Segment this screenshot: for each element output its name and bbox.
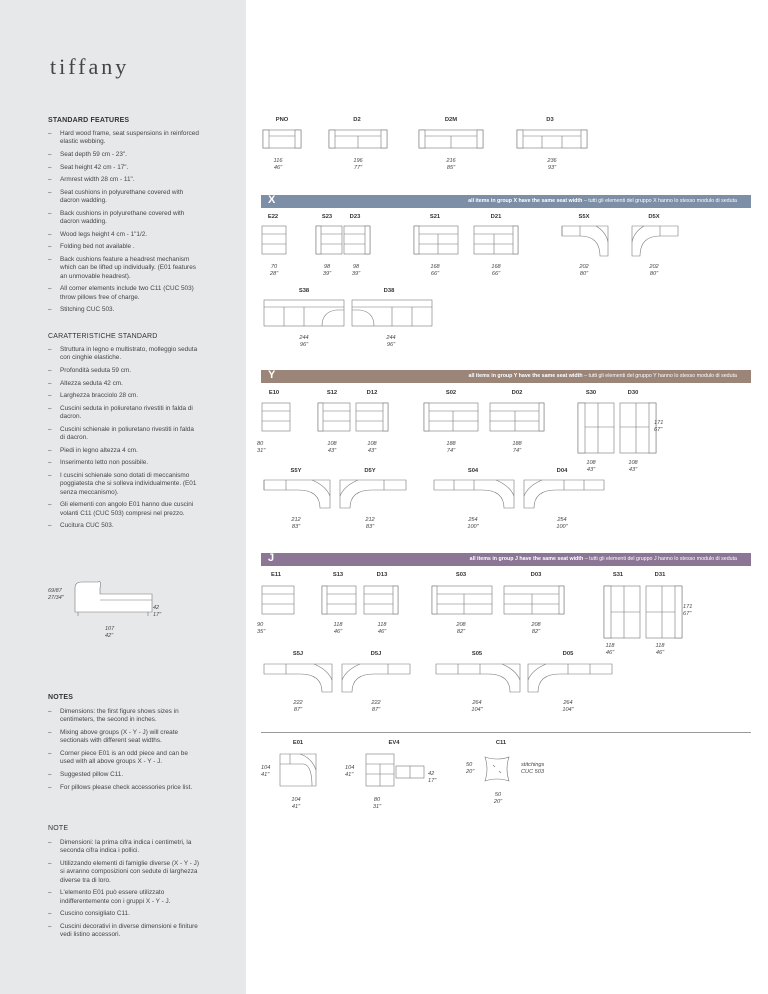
list-item: – Seat cushions in polyurethane covered with dacron wadding. [48,189,200,206]
dim-s03: 208 82" [456,622,466,635]
list-item: – Seat height 42 cm - 17". [48,164,200,172]
dim-s02: 188 74" [446,441,456,454]
standard-features-list [48,130,200,319]
module-s5j [262,662,334,694]
module-ev4-ottoman [394,764,426,782]
code-s5y: S5Y [290,468,302,474]
module-d04 [522,478,606,510]
group-y-bar [261,370,751,383]
list-item: – For pillows please check accessories price list. [48,784,200,792]
brand-logo: tiffany [50,54,130,79]
dim-d12: 108 43" [367,441,377,454]
dim-e01-d: 104 41" [291,797,301,810]
dim-s38: 244 96" [299,335,309,348]
caratteristiche-list [48,346,200,535]
dim-j-depth: 171 67" [683,604,693,617]
list-item: – Mixing above groups (X - Y - J) will create sectionals with different seat widths. [48,729,200,746]
dim-d5y: 212 83" [365,517,375,530]
module-d05 [526,662,614,694]
notes-list [48,708,200,796]
dim-d2m: 216 85" [446,158,456,171]
dim-s05: 264 104" [471,700,483,713]
code-e22: E22 [267,214,279,220]
module-d5j [340,662,412,694]
group-j-letter: J [268,552,275,564]
code-s03: S03 [455,572,467,578]
list-item: – Gli elementi con angolo E01 hanno due cuscini volanti C11 (CUC 503) compresi nel prezzo. [48,501,200,518]
list-item: – Hard wood frame, seat suspensions in reinforced elastic webbing. [48,130,200,147]
module-s03 [430,584,494,616]
dim-d21: 168 66" [491,264,501,277]
dim-d03: 208 82" [531,622,541,635]
sofa-d2 [328,128,388,150]
module-d02 [488,401,546,433]
dim-c11-w: 50 20" [466,762,475,775]
dim-c11-h: 50 20" [493,792,503,805]
module-d5x [630,224,680,258]
dim-e22: 70 28" [269,264,279,277]
list-item: – Back cushions in polyurethane covered with dacron wadding. [48,210,200,227]
list-item: – Piedi in legno altezza 4 cm. [48,447,200,455]
code-d12: D12 [366,390,378,396]
list-item: – Inserimento letto non possibile. [48,459,200,467]
code-s21: S21 [429,214,441,220]
dim-d02: 188 74" [512,441,522,454]
code-d04: D04 [556,468,568,474]
code-s5x: S5X [578,214,590,220]
dim-s5x: 202 80" [579,264,589,277]
list-item: – Back cushions feature a headrest mechanism which can be lifted up individually. (E01 features an unmovable headrest). [48,256,200,281]
module-s38 [262,298,346,328]
standard-features-title: STANDARD FEATURES [48,117,130,124]
code-d5j: D5J [370,651,382,657]
pillow-c11 [482,754,512,784]
module-s31 [602,584,642,640]
side-height-dim: 69/87 27/34" [48,588,64,601]
code-d2: D2 [353,117,361,123]
code-d31: D31 [654,572,666,578]
module-d03 [502,584,566,616]
dim-s04: 254 100" [467,517,479,530]
module-s5x [560,224,610,258]
list-item: – Larghezza bracciolo 28 cm. [48,392,200,400]
list-item: – Stitching CUC 503. [48,306,200,314]
module-d21 [472,224,520,256]
dim-s13: 118 46" [333,622,343,635]
side-profile-drawing [70,578,160,628]
group-j-text-en: all items in group J have the same seat width [469,556,584,562]
group-y-text-it: – tutti gli elementi del gruppo Y hanno lo stesso modulo di seduta [584,373,737,379]
extras-divider [261,732,751,733]
module-e11 [260,584,296,616]
code-d30: D30 [627,390,639,396]
code-d3: D3 [546,117,554,123]
dim-ev4-h: 42 17" [428,771,437,784]
module-s02 [422,401,480,433]
code-e10: E10 [268,390,280,396]
module-d13 [362,584,400,616]
list-item: – Altezza seduta 42 cm. [48,380,200,388]
dim-d5j: 222 87" [371,700,381,713]
module-e01 [278,752,318,788]
module-s23 [314,224,344,256]
dim-d30: 108 43" [628,460,638,473]
list-item: – I cuscini schienale sono dotati di meccanismo poggiatesta che si solleva individualmente. (E01 senza meccanismo). [48,472,200,497]
code-d38: D38 [383,288,395,294]
module-s13 [320,584,358,616]
code-d23: D23 [349,214,361,220]
main-area [246,0,768,994]
dim-s12: 108 43" [327,441,337,454]
group-x-letter: X [268,194,276,206]
note-it-list [48,839,200,944]
dim-ev4-w: 104 41" [345,765,355,778]
list-item: – Struttura in legno e multistrato, molleggio seduta con cinghie elastiche. [48,346,200,363]
list-item: – Seat depth 59 cm - 23". [48,151,200,159]
list-item: – Cuscini seduta in poliuretano rivestiti in falda di dacron. [48,405,200,422]
module-s21 [412,224,460,256]
code-s38: S38 [298,288,310,294]
code-s02: S02 [445,390,457,396]
code-s12: S12 [326,390,338,396]
notes-title: NOTES [48,694,74,701]
module-d30 [618,401,658,455]
code-d2m: D2M [444,117,458,123]
list-item: – Wood legs height 4 cm - 1"1/2. [48,231,200,239]
dim-e01-w: 104 41" [261,765,271,778]
list-item: – Dimensions: the first figure shows sizes in centimeters, the second in inches. [48,708,200,725]
module-d38 [350,298,434,328]
list-item: – Cuscini schienale in poliuretano rivestiti in falda di dacron. [48,426,200,443]
code-s30: S30 [585,390,597,396]
code-d02: D02 [511,390,523,396]
list-item: – Armrest width 28 cm - 11". [48,176,200,184]
group-x-bar [261,195,751,208]
code-s13: S13 [332,572,344,578]
module-s12 [316,401,352,433]
dim-d2: 196 77" [353,158,363,171]
dim-d04: 254 100" [556,517,568,530]
caratteristiche-title: CARATTERISTICHE STANDARD [48,333,158,340]
sofa-d2m [418,128,484,150]
list-item: – Corner piece E01 is an odd piece and can be used with all above groups X - Y - J. [48,750,200,767]
group-x-text-en: all items in group X have the same seat width [468,198,583,204]
module-d31 [644,584,684,640]
dim-s23: 98 39" [322,264,332,277]
code-s5j: S5J [292,651,304,657]
code-s05: S05 [471,651,483,657]
group-x-text-it: – tutti gli elementi del gruppo X hanno lo stesso modulo di seduta [583,198,737,204]
dim-y-depth: 171 67" [654,420,664,433]
group-j-bar [261,553,751,566]
module-ev4 [364,752,396,788]
dim-d05: 264 104" [562,700,574,713]
list-item: – Cuscino consigliato C11. [48,910,200,918]
dim-d23: 98 39" [351,264,361,277]
dim-d5x: 202 80" [649,264,659,277]
module-d23 [342,224,372,256]
side-seat-dim: 42 17" [153,605,162,618]
code-s23: S23 [321,214,333,220]
note-it-title: NOTE [48,825,69,832]
module-e22 [260,224,290,256]
module-s5y [262,478,332,510]
code-d21: D21 [490,214,502,220]
code-ev4: EV4 [388,740,400,746]
list-item: – Profondità seduta 59 cm. [48,367,200,375]
dim-ev4-d: 80 31" [372,797,382,810]
side-depth-dim: 107 42" [105,626,115,639]
group-j-text-it: – tutti gli elementi del gruppo J hanno lo stesso modulo di seduta [584,556,737,562]
dim-d31: 118 46" [655,643,665,656]
dim-s31: 118 46" [605,643,615,656]
group-y-text-en: all items in group Y have the same seat width [468,373,583,379]
module-s30 [576,401,616,455]
code-e01: E01 [292,740,304,746]
code-d5x: D5X [648,214,660,220]
module-d12 [354,401,390,433]
list-item: – Folding bed not available . [48,243,200,251]
code-d03: D03 [530,572,542,578]
dim-e10: 80 31" [257,441,266,454]
list-item: – Cucitura CUC 503. [48,522,200,530]
dim-d3: 236 93" [547,158,557,171]
c11-stitchings-note: stitchings CUC 503 [521,762,545,775]
code-pno: PNO [275,117,289,123]
dim-e11: 90 35" [257,622,266,635]
sofa-pno [262,128,302,150]
list-item: – L'elemento E01 può essere utilizzato indifferentemente con i gruppi X - Y - J. [48,889,200,906]
code-d5y: D5Y [364,468,376,474]
dim-d13: 118 46" [377,622,387,635]
code-s31: S31 [612,572,624,578]
dim-s21: 168 66" [430,264,440,277]
dim-d38: 244 96" [386,335,396,348]
code-e11: E11 [271,572,281,578]
dim-s30: 108 43" [586,460,596,473]
list-item: – Dimensioni: la prima cifra indica i centimetri, la seconda cifra indica i pollici. [48,839,200,856]
dim-s5y: 212 83" [291,517,301,530]
list-item: – All corner elements include two C11 (CUC 503) throw pillows free of charge. [48,285,200,302]
module-d5y [338,478,408,510]
dim-s5j: 222 87" [293,700,303,713]
code-s04: S04 [467,468,479,474]
code-d13: D13 [376,572,388,578]
module-e10 [260,401,292,433]
module-s05 [434,662,522,694]
list-item: – Cuscini decorativi in diverse dimensioni e finiture vedi listino accessori. [48,923,200,940]
module-s04 [432,478,516,510]
dim-pno: 116 46" [273,158,283,171]
list-item: – Utilizzando elementi di famiglie diverse (X - Y - J) si avranno composizioni con sedute di larghezza diverse tra di loro. [48,860,200,885]
code-c11: C11 [495,740,507,746]
group-y-letter: Y [268,369,276,381]
list-item: – Suggested pillow C11. [48,771,200,779]
sofa-d3 [516,128,588,150]
code-d05: D05 [562,651,574,657]
